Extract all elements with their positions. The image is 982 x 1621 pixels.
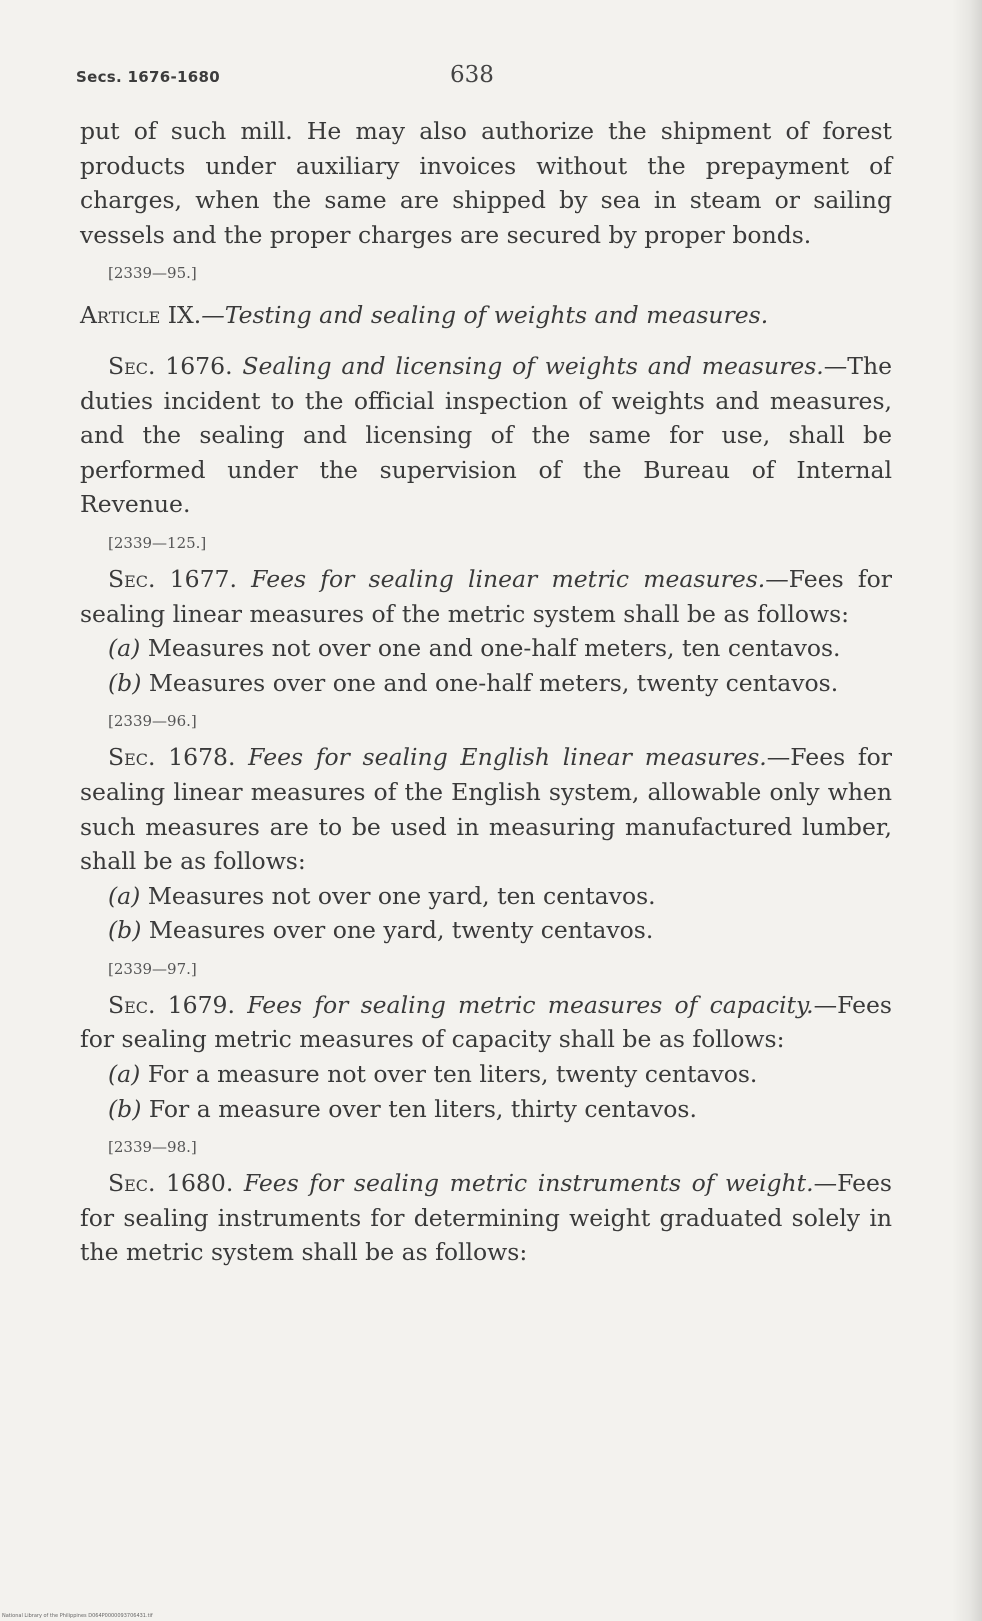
binding-shadow [952, 0, 982, 1621]
section-1680 [80, 1166, 892, 1270]
section-1678 [80, 740, 892, 878]
list-item [80, 879, 892, 914]
section-text: —Fees for sealing metric measures of capacity shall be as follows: [80, 990, 892, 1054]
item-marker: (a) [108, 1060, 141, 1089]
citation-ref: [2339—125.] [108, 533, 207, 552]
item-text: For a measure over ten liters, thirty centavos. [141, 1094, 697, 1123]
item-marker: (b) [108, 916, 142, 945]
section-1676 [80, 349, 892, 522]
item-marker: (a) [108, 881, 141, 910]
section-heading: Fees for sealing metric instruments of weight. [243, 1169, 814, 1198]
item-text: Measures not over one and one-half meters, ten centavos. [140, 634, 841, 663]
running-head [76, 62, 896, 92]
item-marker: (b) [108, 668, 142, 697]
article-title: —Testing and sealing of weights and measures. [201, 301, 769, 330]
section-1679 [80, 988, 892, 1057]
list-item [80, 1057, 892, 1092]
citation-ref: [2339—97.] [108, 959, 197, 978]
article-heading [80, 298, 892, 333]
citation-ref: [2339—95.] [108, 264, 197, 283]
section-label: Sec. 1679. [108, 990, 235, 1019]
list-item [80, 666, 892, 701]
citation-ref: [2339—98.] [108, 1138, 197, 1157]
list-item [80, 1092, 892, 1127]
citation-ref: [2339—96.] [108, 712, 197, 731]
section-label: Sec. 1676. [108, 351, 233, 380]
list-item [80, 631, 892, 666]
section-heading: Fees for sealing metric measures of capacity. [247, 990, 814, 1019]
body-text [80, 114, 892, 1270]
item-text: Measures not over one yard, ten centavos. [140, 881, 656, 910]
list-item [80, 913, 892, 948]
section-heading: Sealing and licensing of weights and measures. [242, 351, 824, 380]
item-text: Measures over one yard, twenty centavos. [141, 916, 654, 945]
section-heading: Fees for sealing linear metric measures. [251, 564, 766, 593]
section-range: Secs. 1676-1680 [76, 68, 220, 86]
article-label: Article IX. [80, 301, 202, 330]
section-text: —Fees for sealing instruments for determining weight graduated solely in the metric system shall be as follows: [80, 1169, 892, 1267]
item-marker: (a) [108, 634, 141, 663]
scan-footer: National Library of the Philippines D064P0000093706431.tif [2, 1613, 153, 1619]
item-marker: (b) [108, 1094, 142, 1123]
section-text: —The duties incident to the official inspection of weights and measures, and the sealing and licensing of the same for use, shall be performed under the supervision of the Bureau of Internal Revenue. [80, 351, 892, 519]
section-label: Sec. 1677. [108, 564, 237, 593]
section-heading: Fees for sealing English linear measures. [248, 743, 767, 772]
page-number: 638 [450, 62, 494, 88]
section-text: —Fees for sealing linear measures of the English system, allowable only when such measures are to be used in measuring manufactured lumber, shall be as follows: [80, 743, 892, 876]
section-label: Sec. 1680. [108, 1169, 234, 1198]
section-text: —Fees for sealing linear measures of the metric system shall be as follows: [80, 564, 892, 628]
section-1677 [80, 562, 892, 631]
item-text: For a measure not over ten liters, twenty centavos. [140, 1060, 758, 1089]
item-text: Measures over one and one-half meters, twenty centavos. [141, 668, 839, 697]
continuation-paragraph: put of such mill. He may also authorize the shipment of forest products under auxiliary invoices without the prepayment of charges, when the same are shipped by sea in steam or sailing vessels and the proper charges are secured by proper bonds. [80, 117, 892, 249]
section-label: Sec. 1678. [108, 743, 236, 772]
